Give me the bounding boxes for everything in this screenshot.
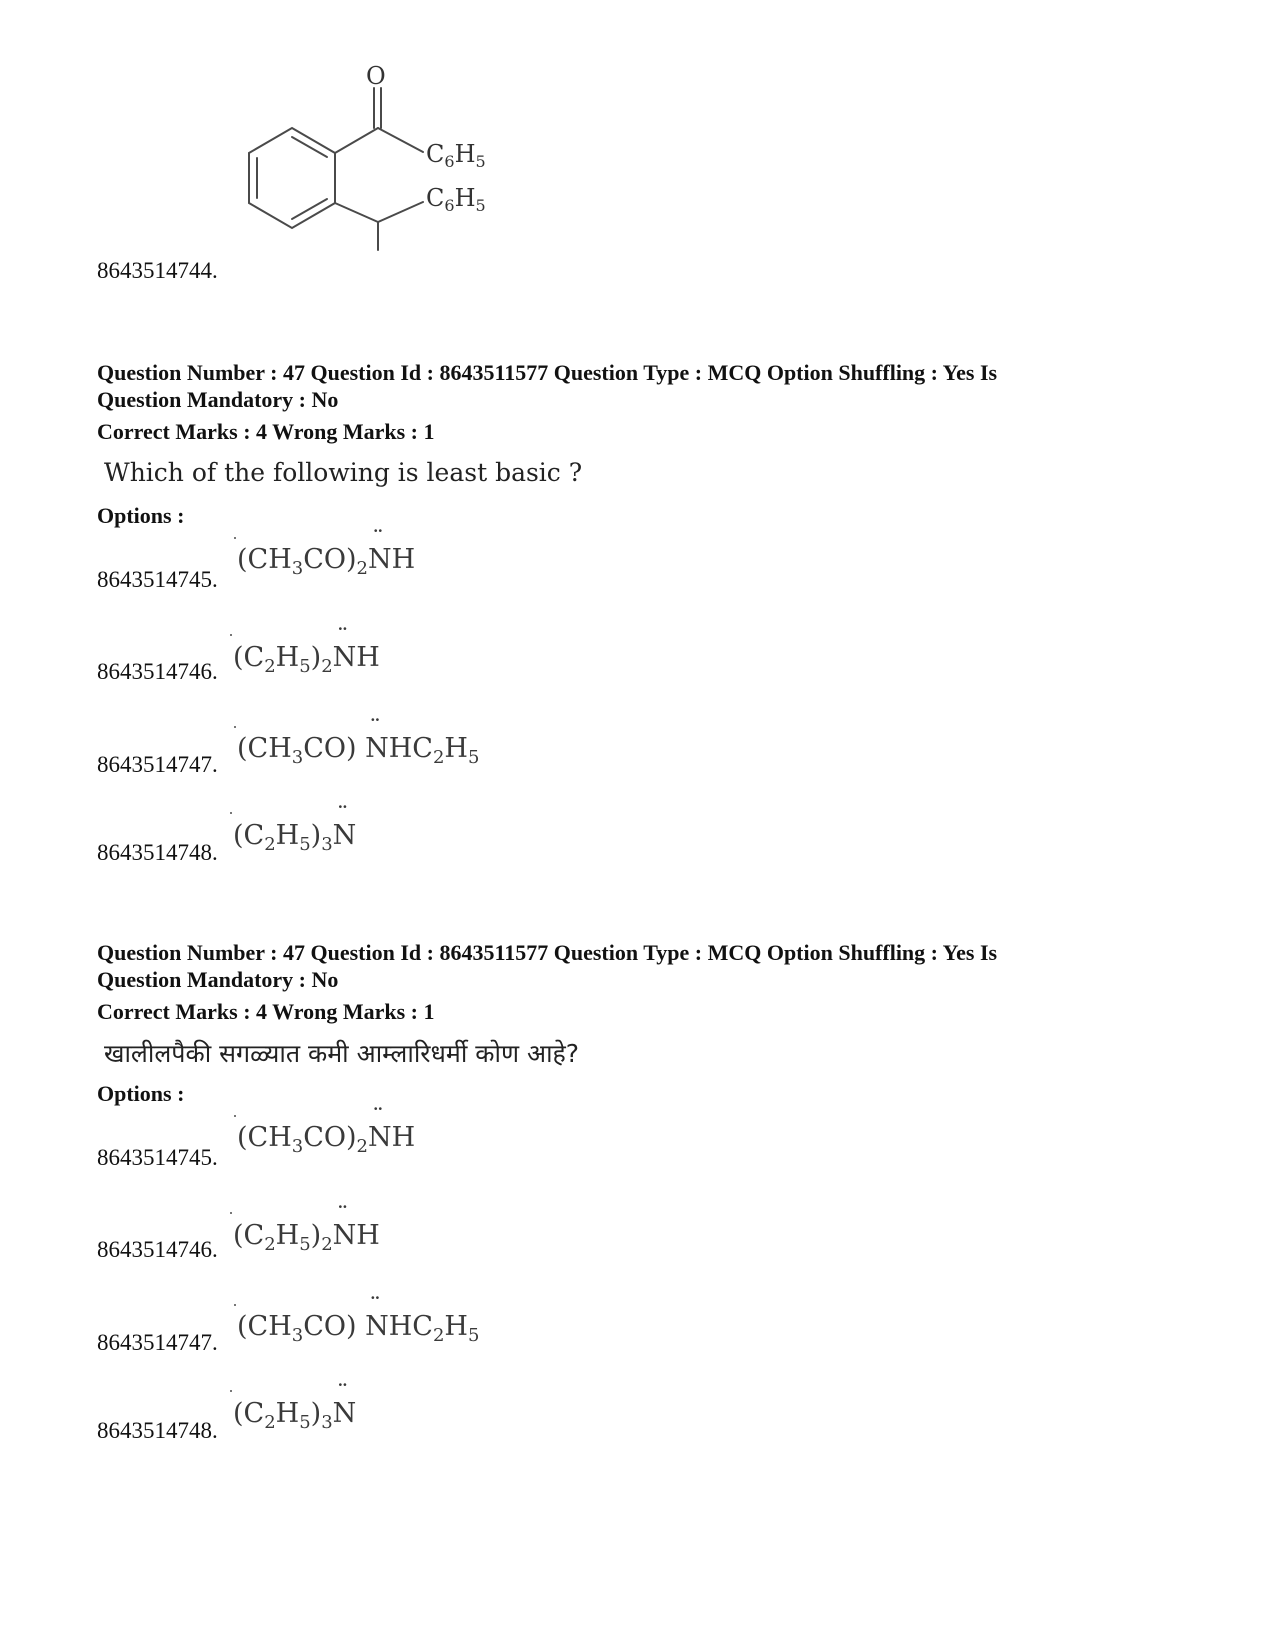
option-formula: $(C_2H_5)_2¨$ NH [233,642,380,673]
marks-line: Correct Marks : 4 Wrong Marks : 1 [97,419,435,444]
option-number: 8643514744. [97,258,218,283]
option-number: 8643514748. [97,1418,218,1443]
option-formula: $(C_2H_5)_2¨$ NH [233,1220,380,1251]
oxygen-label: O [366,62,386,90]
option-formula: $(CH_3CO)$ ¨ $NHC_2H_5$ [237,733,479,764]
option-number: 8643514748. [97,840,218,865]
option-number: 8643514747. [97,1330,218,1355]
option-formula: $(C_2H_5)_3¨$ N [233,1398,356,1429]
options-label: Options : [97,1081,185,1106]
option-number: 8643514745. [97,1145,218,1170]
question-header-cont: Question Mandatory : No [97,387,339,412]
substituent-bottom-label: $C_6H_5$ [426,184,486,215]
question-header: Question Number : 47 Question Id : 8643511577 Question Type : MCQ Option Shuffling : Yes Is [97,940,998,965]
question-text: खालीलपैकी सगळ्यात कमी आम्लारिधर्मी कोण आहे? [104,1039,580,1068]
option-number: 8643514745. [97,567,218,592]
substituent-top-label: $C_6H_5$ [426,140,486,171]
options-label: Options : [97,503,185,528]
option-formula: $(CH_3CO)_2¨$ NH [237,544,415,575]
question-header: Question Number : 47 Question Id : 8643511577 Question Type : MCQ Option Shuffling : Yes Is [97,360,998,385]
marks-line: Correct Marks : 4 Wrong Marks : 1 [97,999,435,1024]
option-formula: $(C_2H_5)_3¨$ N [233,820,356,851]
option-number: 8643514747. [97,752,218,777]
option-formula: $(CH_3CO)$ ¨ $NHC_2H_5$ [237,1311,479,1342]
question-text: Which of the following is least basic ? [104,458,583,487]
option-number: 8643514746. [97,1237,218,1262]
option-number: 8643514746. [97,659,218,684]
question-header-cont: Question Mandatory : No [97,967,339,992]
option-formula: $(CH_3CO)_2¨$ NH [237,1122,415,1153]
